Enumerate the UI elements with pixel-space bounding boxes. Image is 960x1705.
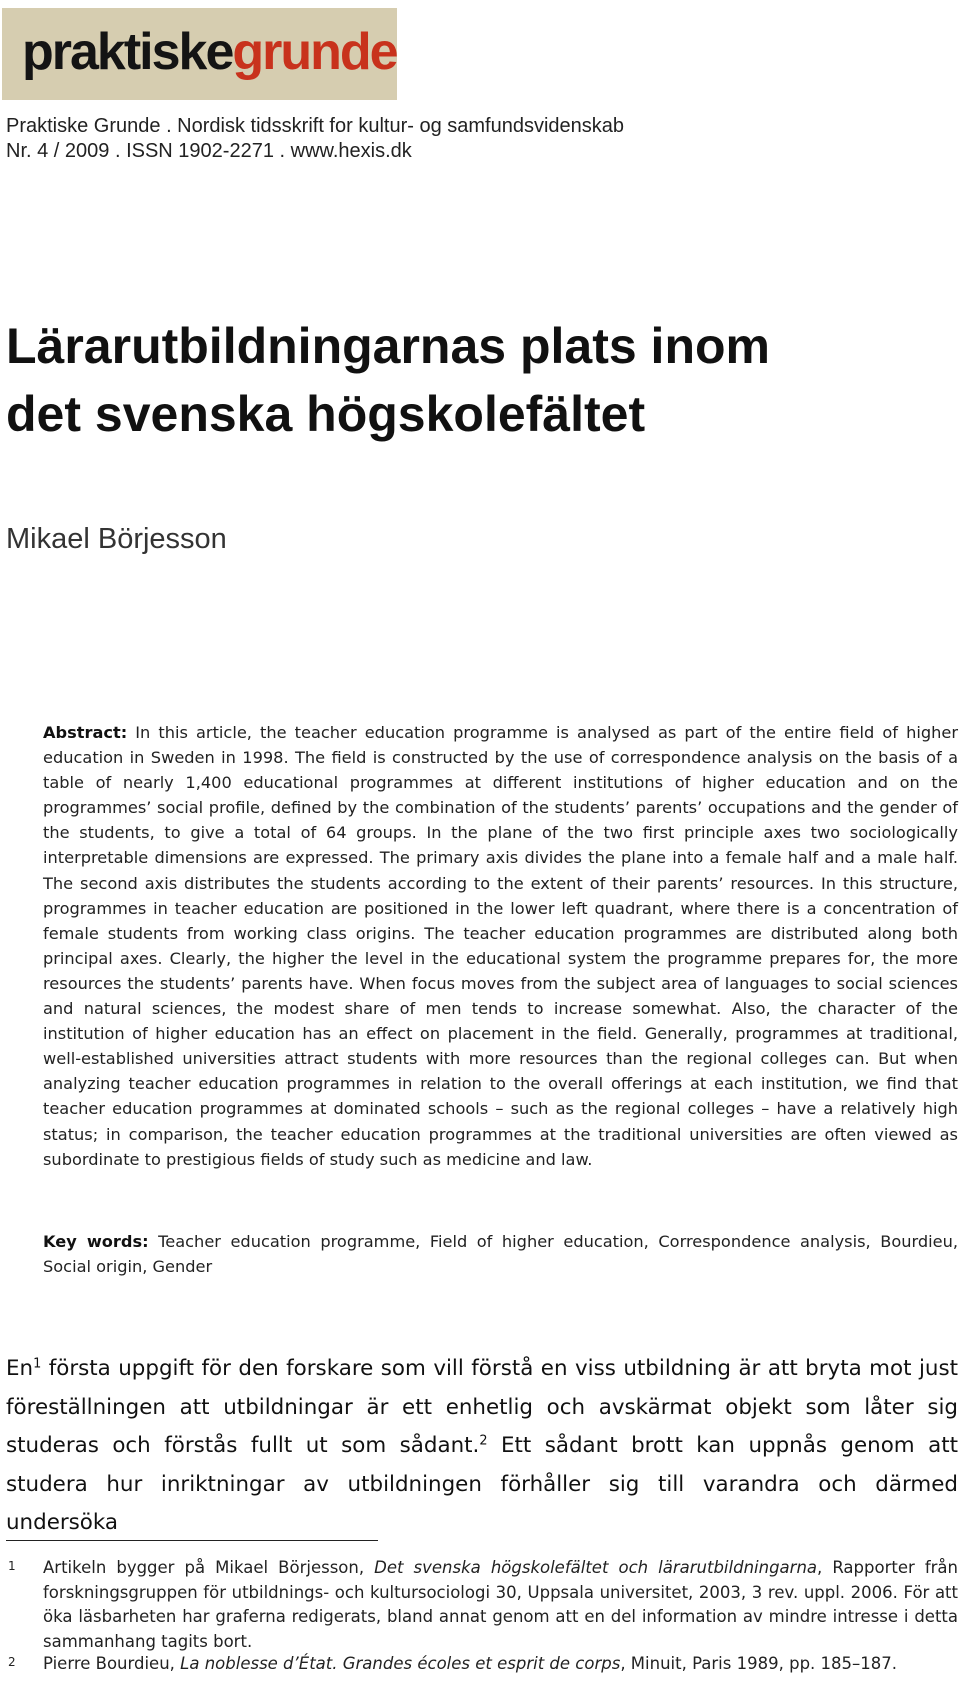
footnote-2-title: La noblesse d’État. Grandes écoles et esprit de corps — [180, 1654, 621, 1673]
footnote-ref-2[interactable]: 2 — [479, 1433, 488, 1449]
footnote-1 — [8, 1556, 958, 1654]
body-paragraph — [6, 1350, 958, 1543]
logo-wordmark — [22, 22, 397, 82]
keywords — [43, 1229, 958, 1279]
article-title — [6, 312, 770, 448]
footnote-number-2: 2 — [8, 1655, 16, 1669]
body-text-part-1: första uppgift för den forskare som vill förstå en viss utbildning är att bryta mot just föreställningen att utbildningar är ett enhetlig och avskärmat objekt som låter sig studeras och förstås fullt ut som sådant. — [6, 1356, 958, 1458]
footnote-1-post: , Rapporter från forskningsgruppen för utbildnings- och kultursociologi 30, Uppsala universitet, 2003, 3 rev. uppl. 2006. För att öka läsbarheten har graferna redigerats, bland annat genom att en del information av mindre intresse i detta sammanhang tagits bort. — [43, 1558, 958, 1651]
footnote-1-pre: Artikeln bygger på Mikael Börjesson, — [43, 1558, 375, 1577]
logo-word-grunde: grunde — [232, 23, 397, 81]
body-first-word: En — [6, 1356, 34, 1381]
footnote-2-pre: Pierre Bourdieu, — [43, 1654, 181, 1673]
journal-logo — [2, 8, 397, 100]
journal-line-issue: Nr. 4 / 2009 . ISSN 1902-2271 . www.hexis.dk — [6, 140, 412, 162]
footnote-1-title: Det svenska högskolefältet och lärarutbildningarna — [374, 1558, 818, 1577]
keywords-text: Teacher education programme, Field of higher education, Correspondence analysis, Bourdieu, Social origin, Gender — [43, 1232, 958, 1276]
abstract — [43, 720, 958, 1172]
keywords-label: Key words: — [43, 1232, 149, 1251]
abstract-label: Abstract: — [43, 723, 128, 742]
footnote-ref-1[interactable]: 1 — [33, 1356, 42, 1372]
journal-info — [6, 114, 624, 164]
logo-word-praktiske: praktiske — [22, 23, 233, 81]
body-text-part-2: Ett sådant brott kan uppnås genom att studera hur inriktningar av utbildningen förhåller sig till varandra och därmed undersöka — [6, 1433, 958, 1535]
article-author: Mikael Börjesson — [6, 523, 227, 555]
journal-line-name: Praktiske Grunde . Nordisk tidsskrift for kultur- og samfundsvidenskab — [6, 115, 625, 137]
title-line-2: det svenska högskolefältet — [6, 386, 646, 442]
footnote-2-post: , Minuit, Paris 1989, pp. 185–187. — [620, 1654, 898, 1673]
footnote-number-1: 1 — [8, 1559, 16, 1573]
footnote-divider — [6, 1540, 378, 1541]
abstract-text: In this article, the teacher education programme is analysed as part of the entire field of higher education in Sweden in 1998. The field is constructed by the use of correspondence analysis on the basis of a table of nearly 1,400 educational programmes at different institutions of higher education and on the programmes’ social profile, defined by the combination of the students’ parents’ occupations and the gender of the students, to give a total of 64 groups. In the plane of the two first principle axes two sociologically interpretable dimensions are expressed. The primary axis divides the plane into a female half and a male half. The second axis distributes the students according to the extent of their parents’ resources. In this structure, programmes in teacher education are positioned in the lower left quadrant, where there is a concentration of female students from working class origins. The teacher education programmes are distributed along both principal axes. Clearly, the higher the level in the educational system the programme prepares for, the more resources the students’ parents have. When focus moves from the subject area of languages to social sciences and natural sciences, the modest share of men tends to increase somewhat. Also, the character of the institution of higher education has an effect on placement in the field. Generally, programmes at traditional, well-established universities attract students with more resources than the regional colleges can. But when analyzing teacher education programmes in relation to the overall offerings at each institution, we find that teacher education programmes at dominated schools – such as the regional colleges – have a relatively high status; in comparison, the teacher education programmes at the traditional universities are often viewed as subordinate to prestigious fields of study such as medicine and law. — [43, 723, 958, 1169]
title-line-1: Lärarutbildningarnas plats inom — [6, 318, 770, 374]
footnote-2 — [8, 1652, 958, 1677]
